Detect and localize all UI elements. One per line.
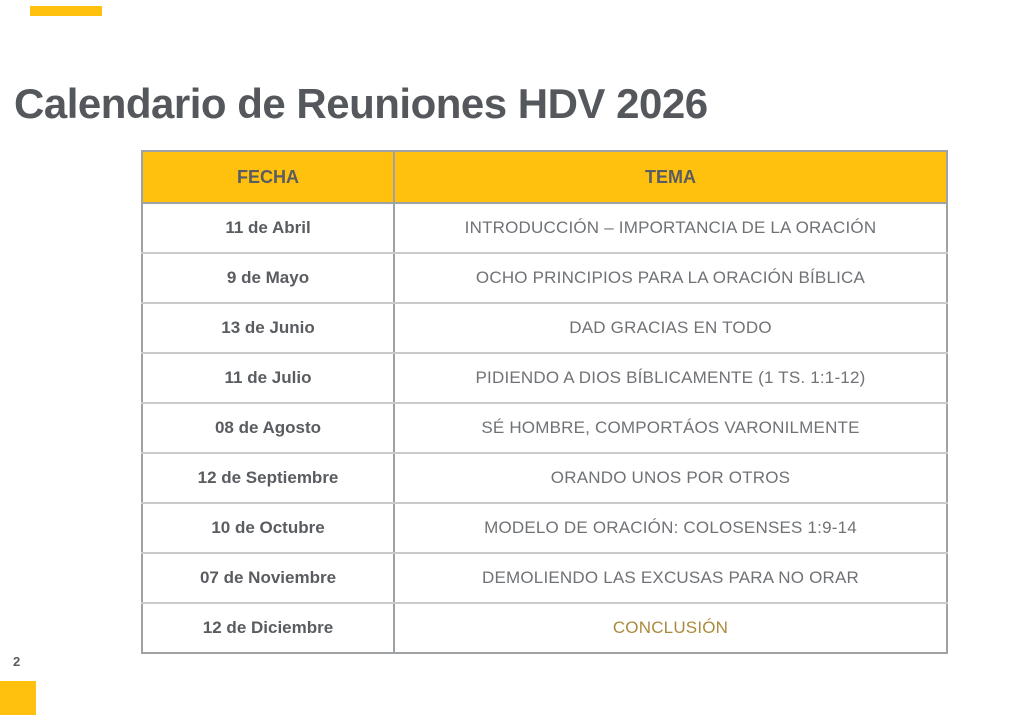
table-row [142, 253, 947, 303]
table-row [142, 553, 947, 603]
column-header-tema: TEMA [394, 151, 947, 203]
table-row [142, 453, 947, 503]
topic-cell: SÉ HOMBRE, COMPORTÁOS VARONILMENTE [394, 403, 947, 453]
date-cell: 08 de Agosto [142, 403, 394, 453]
date-cell: 11 de Julio [142, 353, 394, 403]
topic-cell: ORANDO UNOS POR OTROS [394, 453, 947, 503]
topic-cell-conclusion: CONCLUSIÓN [394, 603, 947, 653]
topic-cell: OCHO PRINCIPIOS PARA LA ORACIÓN BÍBLICA [394, 253, 947, 303]
table-row [142, 503, 947, 553]
table-row [142, 303, 947, 353]
top-accent-bar [30, 6, 102, 16]
table-body [142, 203, 947, 653]
date-cell: 07 de Noviembre [142, 553, 394, 603]
page-title: Calendario de Reuniones HDV 2026 [14, 80, 708, 127]
table-row [142, 603, 947, 653]
date-cell: 12 de Diciembre [142, 603, 394, 653]
column-header-fecha: FECHA [142, 151, 394, 203]
date-cell: 9 de Mayo [142, 253, 394, 303]
topic-cell: INTRODUCCIÓN – IMPORTANCIA DE LA ORACIÓN [394, 203, 947, 253]
date-cell: 13 de Junio [142, 303, 394, 353]
table-row [142, 203, 947, 253]
date-cell: 12 de Septiembre [142, 453, 394, 503]
topic-cell: DAD GRACIAS EN TODO [394, 303, 947, 353]
table-row [142, 353, 947, 403]
bottom-accent-square [0, 681, 36, 715]
date-cell: 11 de Abril [142, 203, 394, 253]
topic-cell: MODELO DE ORACIÓN: COLOSENSES 1:9-14 [394, 503, 947, 553]
date-cell: 10 de Octubre [142, 503, 394, 553]
topic-cell: DEMOLIENDO LAS EXCUSAS PARA NO ORAR [394, 553, 947, 603]
topic-cell: PIDIENDO A DIOS BÍBLICAMENTE (1 TS. 1:1-12) [394, 353, 947, 403]
page-number: 2 [13, 654, 21, 669]
table-row [142, 403, 947, 453]
header-row [142, 151, 947, 203]
schedule-table [141, 150, 948, 654]
